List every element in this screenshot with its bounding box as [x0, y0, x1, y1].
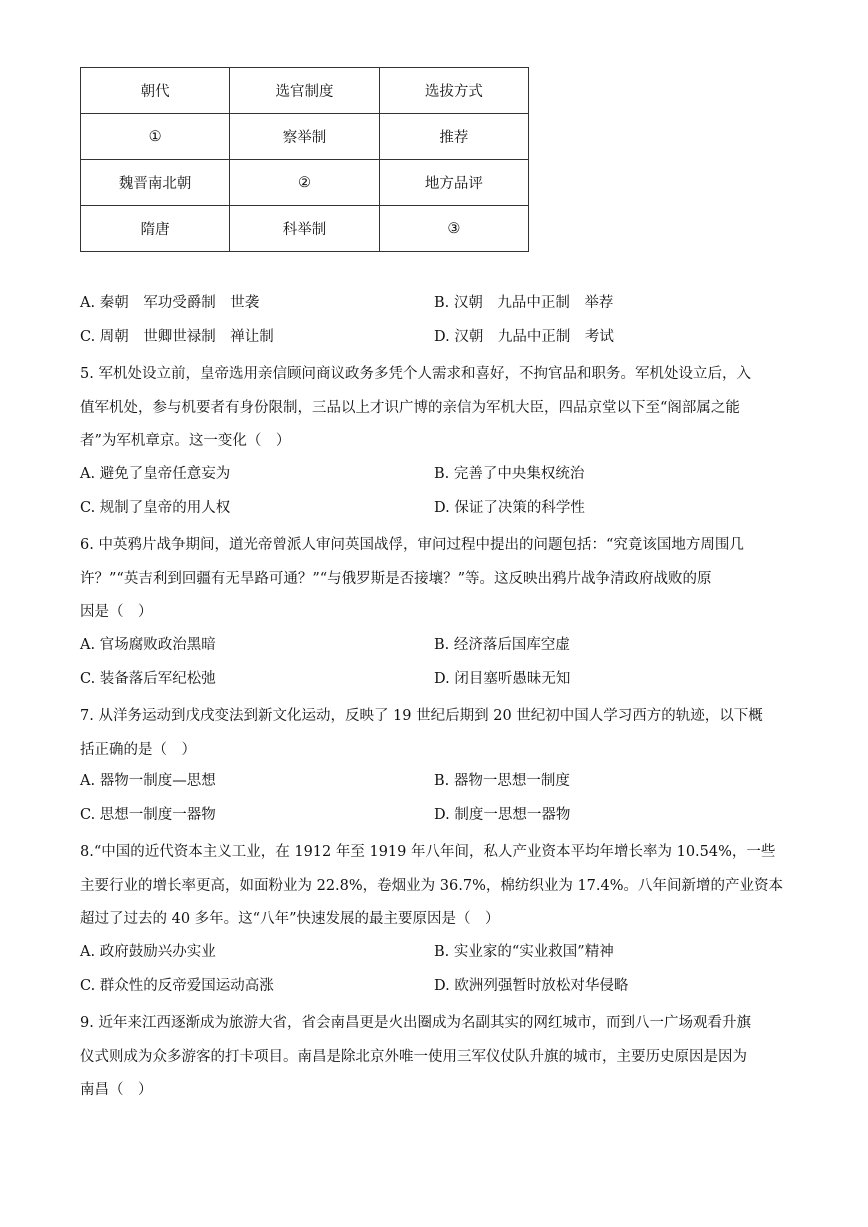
- q5-option-c[interactable]: C. 规制了皇帝的用人权: [80, 500, 231, 516]
- table-cell: 地方品评: [379, 160, 528, 206]
- q7-stem-line: 括正确的是（ ）: [80, 741, 196, 758]
- q9-stem-line: 南昌（ ）: [80, 1082, 153, 1098]
- q5-stem-line: 者”为军机章京。这一变化（ ）: [80, 433, 291, 449]
- table-cell: 科举制: [230, 206, 379, 252]
- q8-stem-line: 超过了过去的 40 多年。这“八年”快速发展的最主要原因是（ ）: [80, 911, 500, 927]
- q4-option-row: [80, 327, 790, 347]
- q6-option-row: [80, 669, 790, 689]
- q4-option-c[interactable]: C. 周朝 世卿世禄制 禅让制: [80, 329, 274, 345]
- q8-option-c[interactable]: C. 群众性的反帝爱国运动高涨: [80, 978, 274, 994]
- q5-option-row: [80, 464, 790, 484]
- q6-stem-line: 6. 中英鸦片战争期间，道光帝曾派人审问英国战俘，审问过程中提出的问题包括：“究竟该国地方周围几: [80, 537, 744, 553]
- table-cell: 魏晋南北朝: [81, 160, 230, 206]
- q8-option-d[interactable]: D. 欧洲列强暂时放松对华侵略: [434, 978, 629, 994]
- q9-stem-line: 仪式则成为众多游客的打卡项目。南昌是除北京外唯一使用三军仪仗队升旗的城市，主要历史原因是因为: [80, 1048, 747, 1065]
- table-header-row: [81, 68, 529, 114]
- q5-stem-line: 值军机处，参与机要者有身份限制，三品以上才识广博的亲信为军机大臣，四品京堂以下至“阁部属之能: [80, 399, 740, 416]
- q4-option-d[interactable]: D. 汉朝 九品中正制 考试: [434, 329, 614, 345]
- table-row: [81, 160, 529, 206]
- q7-option-row: [80, 805, 790, 825]
- q4-option-a[interactable]: A. 秦朝 军功受爵制 世袭: [80, 295, 260, 311]
- table-header-cell: 选拔方式: [379, 68, 528, 114]
- q4-option-b[interactable]: B. 汉朝 九品中正制 举荐: [434, 295, 614, 311]
- table-header-cell: 选官制度: [230, 68, 379, 114]
- q8-option-row: [80, 976, 790, 996]
- table-cell: ③: [379, 206, 528, 252]
- q5-stem: [80, 358, 790, 459]
- q8-option-a[interactable]: A. 政府鼓励兴办实业: [80, 944, 216, 960]
- q8-option-row: [80, 942, 790, 962]
- table-cell: 推荐: [379, 114, 528, 160]
- q8-stem: [80, 836, 790, 937]
- q6-option-b[interactable]: B. 经济落后国库空虚: [434, 637, 570, 653]
- table-row: [81, 114, 529, 160]
- q5-option-b[interactable]: B. 完善了中央集权统治: [434, 466, 585, 482]
- table-row: [81, 206, 529, 252]
- q6-option-c[interactable]: C. 装备落后军纪松弛: [80, 671, 216, 687]
- q8-stem-line: 8.“中国的近代资本主义工业，在 1912 年至 1919 年八年间，私人产业资本平均年增长率为 10.54%，一些: [80, 844, 776, 860]
- q6-stem-line: 许？”“英吉利到回疆有无旱路可通？”“与俄罗斯是否接壤？”等。这反映出鸦片战争清政府战败的原: [80, 570, 712, 587]
- q6-option-a[interactable]: A. 官场腐败政治黑暗: [80, 637, 216, 653]
- table-cell: 察举制: [230, 114, 379, 160]
- q6-option-row: [80, 635, 790, 655]
- q7-option-row: [80, 771, 790, 791]
- q7-option-a[interactable]: A. 器物一制度—思想: [80, 773, 216, 789]
- table-cell: ①: [81, 114, 230, 160]
- table-cell: 隋唐: [81, 206, 230, 252]
- table-cell: ②: [230, 160, 379, 206]
- q6-stem-line: 因是（ ）: [80, 604, 153, 620]
- q7-stem: [80, 700, 790, 767]
- q9-stem-line: 9. 近年来江西逐渐成为旅游大省，省会南昌更是火出圈成为名副其实的网红城市，而到八一广场观看升旗: [80, 1015, 751, 1031]
- q6-option-d[interactable]: D. 闭目塞听愚昧无知: [434, 671, 571, 687]
- q7-option-c[interactable]: C. 思想一制度一器物: [80, 807, 216, 823]
- table-header-cell: 朝代: [81, 68, 230, 114]
- q8-stem-line: 主要行业的增长率更高，如面粉业为 22.8%，卷烟业为 36.7%，棉纺织业为 17.4%。八年间新增的产业资本: [80, 877, 784, 894]
- q5-option-d[interactable]: D. 保证了决策的科学性: [434, 500, 585, 516]
- q4-option-row: [80, 293, 790, 313]
- q8-option-b[interactable]: B. 实业家的“实业救国”精神: [434, 944, 614, 960]
- q6-stem: [80, 529, 790, 630]
- q7-option-b[interactable]: B. 器物一思想一制度: [434, 773, 570, 789]
- q7-option-d[interactable]: D. 制度一思想一器物: [434, 807, 571, 823]
- q5-stem-line: 5. 军机处设立前，皇帝选用亲信顾问商议政务多凭个人需求和喜好，不拘官品和职务。军机处设立后，入: [80, 366, 751, 382]
- q7-stem-line: 7. 从洋务运动到戊戌变法到新文化运动，反映了 19 世纪后期到 20 世纪初中国人学习西方的轨迹，以下概: [80, 708, 763, 724]
- q5-option-a[interactable]: A. 避免了皇帝任意妄为: [80, 466, 231, 482]
- q5-option-row: [80, 498, 790, 518]
- official-selection-table: [80, 67, 529, 252]
- q9-stem: [80, 1007, 790, 1108]
